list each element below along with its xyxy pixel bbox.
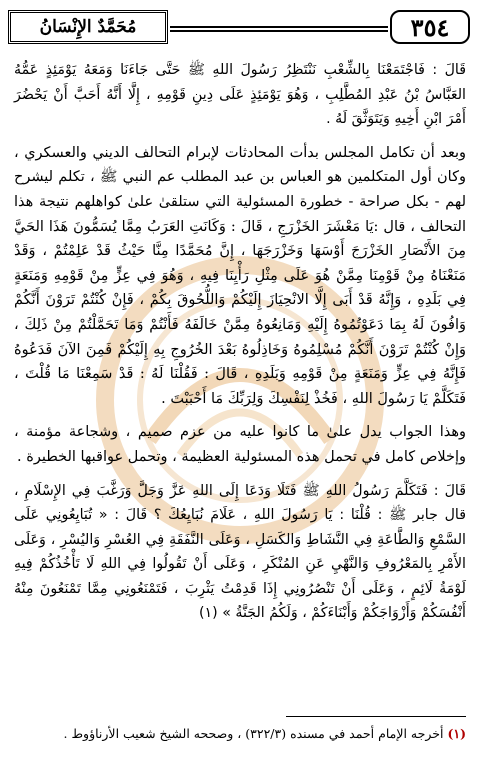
book-title-box bbox=[8, 10, 168, 44]
commentary-paragraph: وهذا الجواب يدل علىٰ ما كانوا عليه من عزم صميم ، وشجاعة مؤمنة ، وإخلاص كامل في تحمل هذه المسئولية العظيمة ، وتحمل عواقبها الخطيرة . bbox=[14, 424, 466, 465]
hadith-paragraph: قَالَ : فَتَكَلَّمَ رَسُولُ اللهِ ﷺ فَتَلَا وَدَعَا إِلَى اللهِ عَزَّ وَجَلَّ وَرَغَّبَ فِي الإِسْلَامِ ، قال جابر ﷺ : قُلْنَا : يَا رَسُولَ اللهِ ، عَلَامَ نُبَايِعُكَ ؟ قَالَ : « تُبَايِعُونِي عَلَى السَّمْعِ وَالطَّاعَةِ فِي النَّشَاطِ وَالكَسَلِ ، وَعَلَى النَّفَقَةِ فِي العُسْرِ وَاليُسْرِ ، وَعَلَى الأَمْرِ بِالمَعْرُوفِ وَالنَّهْيِ عَنِ المُنْكَرِ ، وَعَلَى أَنْ تَقُولُوا فِي اللهِ لَا تَأْخُذُكُمْ فِيهِ لَوْمَةُ لَائِمٍ ، وَعَلَى أَنْ تَنْصُرُونِي إِذَا قَدِمْتُ يَثْرِبَ ، فَتَمْنَعُونِي مِمَّا تَمْنَعُونَ مِنْهُ أَنْفُسَكُمْ وَأَزْوَاجَكُمْ وَأَبْنَاءَكُمْ ، وَلَكُمُ الجَنَّةُ » (١) bbox=[14, 482, 466, 622]
page-content bbox=[14, 58, 466, 626]
footnote-separator bbox=[286, 716, 466, 717]
narration-paragraph: قَالَ : فَاجْتَمَعْنَا بِالشِّعْبِ نَنْتَظِرُ رَسُولَ اللهِ ﷺ حَتَّى جَاءَنَا وَمَعَهُ يَوْمَئِذٍ عَمُّهُ العَبَّاسُ بْنُ عَبْدِ المُطَّلِبِ ، وَهُوَ يَوْمَئِذٍ عَلَى دِينِ قَوْمِهِ ، إِلَّا أَنَّهُ أَحَبَّ أَنْ يَحْضُرَ أَمْرَ ابْنِ أَخِيهِ وَيَتَوَثَّقَ لَهُ . bbox=[14, 62, 466, 128]
commentary-paragraph: وبعد أن تكامل المجلس بدأت المحادثات لإبرام التحالف الديني والعسكري ، وكان أول المتكلمين هو العباس بن عبد المطلب عم النبي ﷺ ، تكلم ليشرح لهم - بكل صراحة - خطورة المسئولية التي ستلقىٰ علىٰ كواهلهم نتيجة هذا التحالف ، قال :يَا مَعْشَرَ الخَزْرَجِ ، قَالَ : وَكَانَتِ العَرَبُ مِمَّا يُسَمُّونَ هَذَا الحَيَّ مِنَ الأَنْصَارِ الخَزْرَجَ أَوْسَهَا وَخَزْرَجَهَا ، إِنَّ مُحَمَّدًا مِنَّا حَيْثُ قَدْ عَلِمْتُمْ ، وَقَدْ مَنَعْنَاهُ مِنْ قَوْمِنَا مِمَّنْ هُوَ عَلَى مِثْلِ رَأْيِنَا فِيهِ ، وَهُوَ فِي عِزٍّ مِنْ قَوْمِهِ وَمَنَعَةٍ فِي بَلَدِهِ ، وَإِنَّهُ قَدْ أَبَى إِلَّا الانْحِيَازَ إِلَيْكُمْ وَاللُّحُوقَ بِكُمْ ، فَإِنْ كُنْتُمْ تَرَوْنَ أَنَّكُمْ وَافُونَ لَهُ بِمَا دَعَوْتُمُوهُ إِلَيْهِ وَمَانِعُوهُ مِمَّنْ خَالَفَهُ فَأَنْتُمْ وَمَا تَحَمَّلْتُمْ مِنْ ذَلِكَ ، وَإِنْ كُنْتُمْ تَرَوْنَ أَنَّكُمْ مُسْلِمُوهُ وَخَاذِلُوهُ بَعْدَ الخُرُوجِ بِهِ إِلَيْكُمْ فَمِنَ الآنَ فَدَعُوهُ فَإِنَّهُ فِي عِزٍّ وَمَنَعَةٍ مِنْ قَوْمِهِ وَبَلَدِهِ ، قَالَ : فَقُلْنَا لَهُ : قَدْ سَمِعْنَا مَا قُلْتَ ، فَتَكَلَّمْ يَا رَسُولَ اللهِ ، فَخُذْ لِنَفْسِكَ وَلِرَبِّكَ مَا أَحْبَبْتَ . bbox=[14, 144, 466, 407]
footnote-number: (١) bbox=[447, 726, 466, 741]
header-rule bbox=[170, 26, 388, 32]
page-number-box bbox=[390, 10, 470, 44]
page-header bbox=[8, 6, 470, 50]
page-number: ٣٥٤ bbox=[410, 12, 450, 42]
footnote bbox=[14, 724, 466, 744]
book-title: مُحَمَّدٌ الإِنْسَانُ bbox=[39, 17, 137, 37]
footnote-text: أخرجه الإمام أحمد في مسنده (٣٢٢/٣) ، وصححه الشيخ شعيب الأرناؤوط . bbox=[63, 726, 444, 741]
